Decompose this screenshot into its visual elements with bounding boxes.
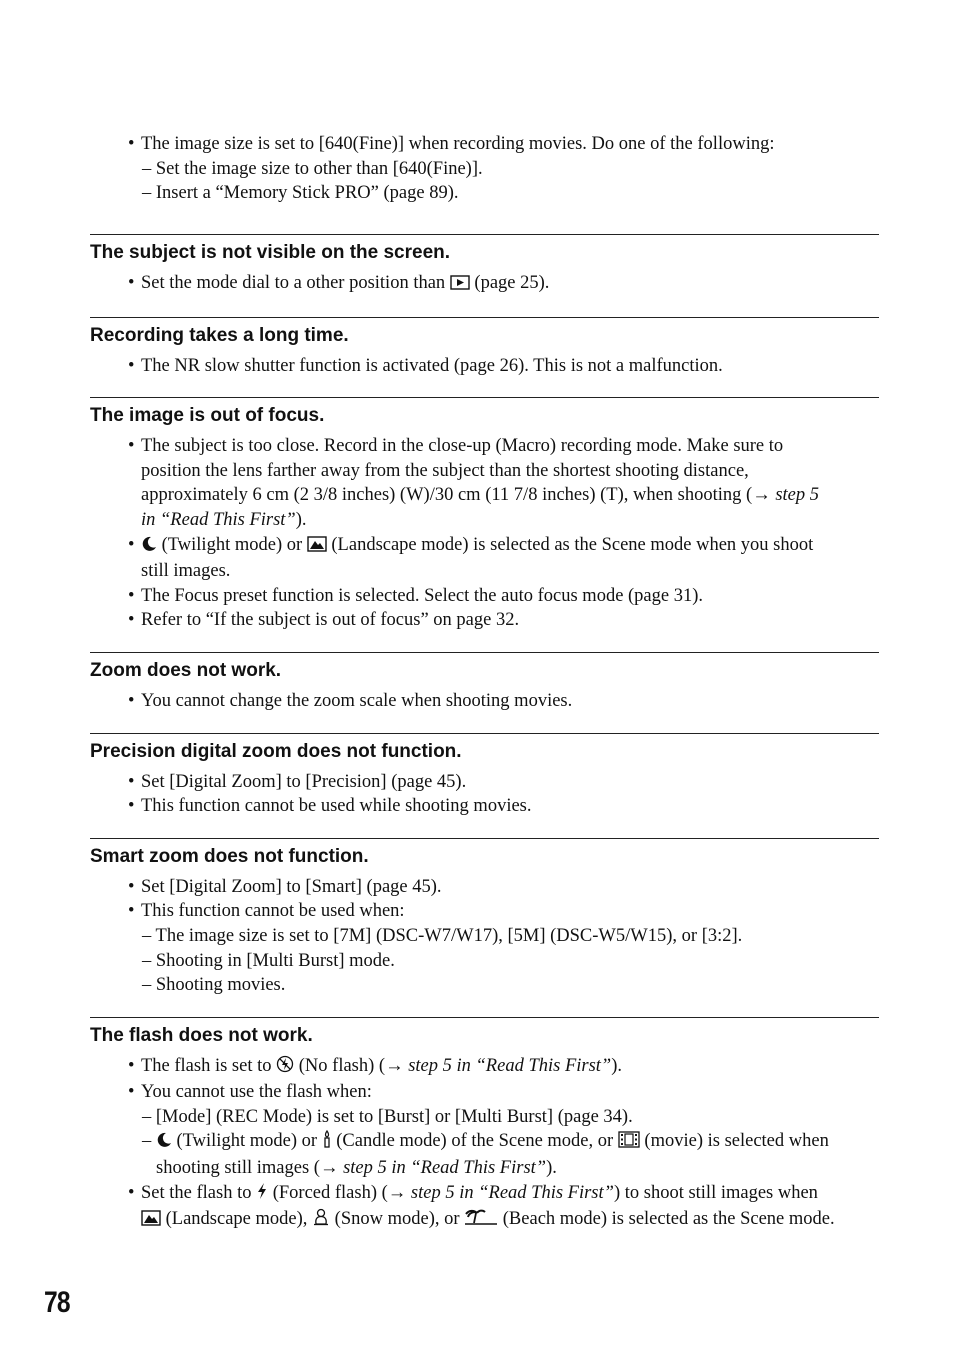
bullet-text: The subject is too close. Record in the close-up (Macro) recording mode. Make sure to (141, 436, 784, 457)
bullet (90, 584, 879, 609)
dash-text: – (142, 1131, 152, 1152)
bullet-text: ). (295, 509, 307, 530)
bullet-text: Set [Digital Zoom] to [Smart] (page 45). (141, 876, 442, 897)
bullet (90, 1080, 879, 1105)
candle-mode-icon (322, 1130, 332, 1156)
bullet-text: still images. (141, 561, 231, 582)
bullet (90, 533, 879, 560)
bullet-continuation (90, 508, 879, 533)
section-flash (90, 1017, 879, 1234)
bullet (90, 899, 879, 924)
intro-dash-1-text: – Set the image size to other than [640(Fine)]. (142, 158, 483, 179)
dash-text: – Shooting in [Multi Burst] mode. (142, 950, 395, 971)
section-zoom (90, 652, 879, 714)
dash-text: (Candle mode) of the Scene mode, or (336, 1131, 614, 1152)
bullet-text: (Forced flash) ( (272, 1182, 388, 1203)
bullet (90, 794, 879, 819)
landscape-mode-icon (307, 535, 327, 560)
bullet-text: (Twilight mode) or (161, 534, 303, 555)
bullet-text: Set the mode dial to a other position than (141, 273, 446, 293)
section-heading: The flash does not work. (90, 1024, 313, 1046)
dash-text: – [Mode] (REC Mode) is set to [Burst] or [Multi Burst] (page 34). (142, 1106, 633, 1127)
bullet-text: This function cannot be used when: (141, 901, 405, 922)
reference-text: step 5 (775, 485, 820, 506)
bullet-text: (No flash) ( (298, 1055, 386, 1076)
intro-bullet (128, 132, 888, 157)
bullet-text: (Landscape mode) is selected as the Scene mode when you shoot (331, 534, 814, 555)
bullet (90, 770, 879, 795)
reference-text: step 5 in “Read This First” (343, 1158, 547, 1179)
bullet-text: Set the flash to (141, 1182, 252, 1203)
bullet-text: The Focus preset function is selected. Select the auto focus mode (page 31). (141, 585, 704, 606)
dash-continuation (90, 1156, 879, 1181)
intro-block (128, 132, 888, 206)
arrow-icon: → (385, 1055, 404, 1076)
bullet (90, 434, 879, 459)
bullet-text: position the lens farther away from the subject than the shortest shooting distance, (141, 460, 749, 481)
bullet-text: The flash is set to (141, 1055, 272, 1076)
bullet-text: ). (611, 1055, 623, 1076)
bullet-text: The NR slow shutter function is activated (page 26). This is not a malfunction. (141, 355, 723, 376)
dash-item (90, 1105, 879, 1130)
bullet-text: (Landscape mode), (165, 1209, 308, 1230)
dash-item (90, 973, 879, 998)
reference-text: step 5 in “Read This First” (410, 1182, 614, 1203)
troubleshooting-sections (90, 234, 879, 1253)
section-subject-not-visible (90, 234, 879, 298)
dash-text: (Twilight mode) or (176, 1131, 318, 1152)
twilight-mode-icon (156, 1131, 172, 1156)
arrow-icon: → (752, 485, 771, 506)
bullet-text: Set [Digital Zoom] to [Precision] (page 45). (141, 771, 467, 792)
bullet (90, 689, 879, 714)
reference-text: step 5 in “Read This First” (408, 1055, 612, 1076)
intro-dash-2-text: – Insert a “Memory Stick PRO” (page 89). (142, 183, 459, 204)
reference-text: in “Read This First” (141, 509, 296, 530)
section-heading: Zoom does not work. (90, 659, 282, 681)
section-recording-long (90, 317, 879, 379)
bullet-continuation (90, 459, 879, 484)
bullet (90, 1054, 879, 1081)
arrow-icon: → (319, 1158, 339, 1179)
landscape-mode-icon (141, 1209, 161, 1234)
forced-flash-icon (256, 1182, 268, 1208)
dash-item (90, 949, 879, 974)
intro-bullet-text: The image size is set to [640(Fine)] when recording movies. Do one of the following: (141, 134, 775, 154)
section-heading: Precision digital zoom does not function. (90, 740, 462, 762)
section-heading: The image is out of focus. (90, 405, 325, 427)
bullet-text: (page 25). (474, 273, 550, 293)
dash-text: ). (546, 1158, 557, 1179)
bullet-text: (Snow mode), or (334, 1209, 460, 1230)
bullet (90, 608, 879, 633)
bullet-text: Refer to “If the subject is out of focus” on page 32. (141, 610, 520, 631)
intro-dash-1 (128, 157, 888, 182)
bullet (90, 271, 879, 298)
dash-text: (movie) is selected when (644, 1131, 829, 1152)
movie-icon (618, 1131, 640, 1156)
bullet-continuation (90, 1207, 879, 1234)
bullet-text: (Beach mode) is selected as the Scene mode. (502, 1209, 835, 1230)
section-heading: Recording takes a long time. (90, 324, 349, 346)
section-precision-zoom (90, 733, 879, 819)
beach-mode-icon (464, 1208, 498, 1234)
section-out-of-focus (90, 397, 879, 633)
section-heading: The subject is not visible on the screen. (90, 242, 451, 263)
dash-text: – Shooting movies. (142, 975, 286, 996)
bullet-text: This function cannot be used while shooting movies. (141, 796, 532, 817)
dash-text: shooting still images ( (156, 1158, 320, 1179)
bullet-text: You cannot use the flash when: (141, 1082, 372, 1103)
no-flash-icon (276, 1055, 294, 1081)
bullet-text: ) to shoot still images when (613, 1182, 818, 1203)
bullet-continuation (90, 559, 879, 584)
bullet-continuation (90, 483, 879, 508)
playback-icon (450, 273, 470, 298)
page-number: 78 (44, 1286, 70, 1319)
bullet-text: You cannot change the zoom scale when shooting movies. (141, 690, 573, 711)
arrow-icon: → (387, 1182, 407, 1203)
bullet (90, 354, 879, 379)
snow-mode-icon (312, 1208, 330, 1234)
dash-item (90, 1129, 879, 1156)
intro-dash-2 (128, 181, 888, 206)
bullet (90, 1181, 879, 1208)
section-smart-zoom (90, 838, 879, 998)
dash-item (90, 924, 879, 949)
dash-text: – The image size is set to [7M] (DSC-W7/W17), [5M] (DSC-W5/W15), or [3:2]. (142, 925, 743, 946)
twilight-mode-icon (141, 535, 157, 560)
bullet-text: approximately 6 cm (2 3/8 inches) (W)/30 cm (11 7/8 inches) (T), when shooting ( (141, 485, 753, 506)
bullet (90, 875, 879, 900)
section-heading: Smart zoom does not function. (90, 845, 369, 867)
